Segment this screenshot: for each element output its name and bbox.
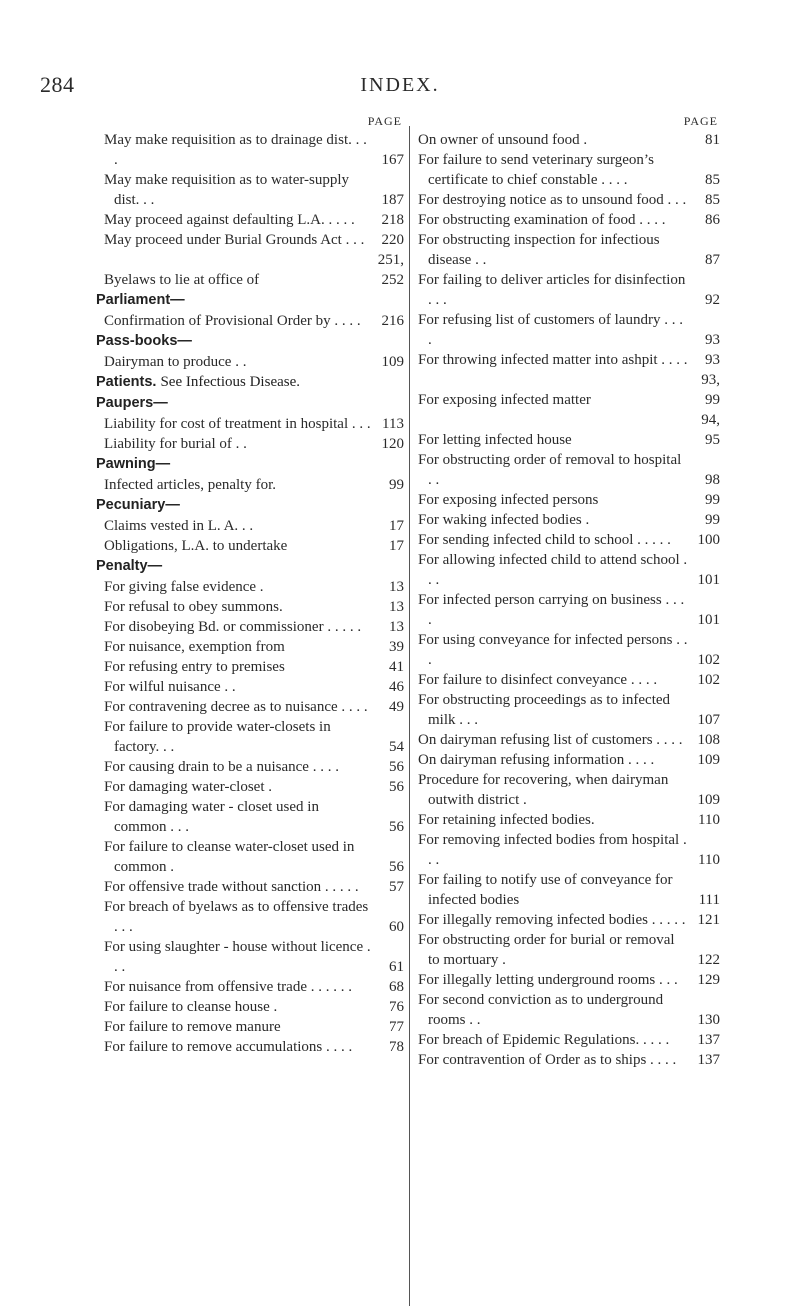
- entry-text: Obligations, L.A. to undertake: [104, 538, 288, 554]
- entry-page: 109: [697, 792, 720, 808]
- index-heading: [96, 331, 404, 352]
- entry-text: For failure to cleanse house .: [104, 999, 278, 1015]
- index-entry: [418, 190, 720, 210]
- page-number: 284: [40, 72, 75, 97]
- entry-text: On dairyman refusing information . . . .: [418, 752, 655, 768]
- index-entry: [418, 530, 720, 550]
- index-entry: [96, 311, 404, 331]
- index-entry: [418, 550, 720, 590]
- heading-text: Pass-books—: [96, 333, 192, 349]
- entry-page: 101: [697, 612, 720, 628]
- entry-page: 17: [389, 538, 404, 554]
- index-entry: [96, 697, 404, 717]
- entry-page: 85: [705, 172, 720, 188]
- entry-text: For using conveyance for infected persons . . .: [418, 632, 688, 668]
- entry-page: 87: [705, 252, 720, 268]
- index-entry: [418, 130, 720, 150]
- entry-page: 86: [705, 212, 720, 228]
- entry-text: For failure to disinfect conveyance . . . .: [418, 672, 658, 688]
- index-entry: [96, 937, 404, 977]
- index-entry: [418, 1030, 720, 1050]
- entry-page: 113: [382, 416, 404, 432]
- entry-text: For wilful nuisance . .: [104, 679, 236, 695]
- right-entries: [418, 130, 720, 1070]
- index-entry: [96, 577, 404, 597]
- entry-page: 111: [698, 892, 720, 908]
- index-entry: [96, 757, 404, 777]
- entry-text: For illegally removing infected bodies . . . . .: [418, 912, 686, 928]
- entry-text: Liability for cost of treatment in hospital . . .: [104, 416, 371, 432]
- index-entry: [418, 870, 720, 910]
- entry-text: For illegally letting underground rooms . . .: [418, 972, 678, 988]
- column-heading-left: PAGE: [367, 114, 402, 128]
- right-column: [418, 112, 720, 1070]
- entry-text: For retaining infected bodies.: [418, 812, 595, 828]
- entry-page: 92: [705, 292, 720, 308]
- entry-page: 218: [381, 212, 404, 228]
- index-heading: [96, 393, 404, 414]
- entry-text: For using slaughter - house without licence . . .: [104, 939, 371, 975]
- index-entry: [96, 617, 404, 637]
- entry-text: For removing infected bodies from hospital . . .: [418, 832, 687, 868]
- entry-text: Liability for burial of . .: [104, 436, 247, 452]
- entry-page: 93: [705, 332, 720, 348]
- entry-text: For contravention of Order as to ships . . . .: [418, 1052, 677, 1068]
- index-entry: [418, 810, 720, 830]
- entry-text: For obstructing inspection for infectious disease . .: [418, 232, 660, 268]
- index-entry: [96, 130, 404, 170]
- entry-page: 78: [389, 1039, 404, 1055]
- entry-text: For obstructing proceedings as to infected milk . . .: [418, 692, 671, 728]
- entry-page: 93: [705, 352, 720, 368]
- entry-text: For failure to provide water-closets in factory. . .: [104, 719, 331, 755]
- index-entry: [418, 630, 720, 670]
- entry-page: 77: [389, 1019, 404, 1035]
- heading-text: Pecuniary—: [96, 497, 180, 513]
- column-divider: [409, 126, 410, 1306]
- entry-text: For disobeying Bd. or commissioner . . . . .: [104, 619, 362, 635]
- entry-page: 130: [697, 1012, 720, 1028]
- entry-page: 187: [381, 192, 404, 208]
- index-entry: [418, 350, 720, 370]
- entry-text: For failure to remove manure: [104, 1019, 281, 1035]
- entry-page: 110: [698, 852, 720, 868]
- index-entry: [96, 657, 404, 677]
- index-entry: [418, 150, 720, 190]
- entry-page: 56: [389, 759, 404, 775]
- entry-text: May proceed under Burial Grounds Act . . .: [104, 232, 365, 248]
- entry-text: Confirmation of Provisional Order by . . . .: [104, 313, 361, 329]
- entry-text: For throwing infected matter into ashpit . . . .: [418, 352, 688, 368]
- index-entry: [96, 1017, 404, 1037]
- index-entry: [418, 510, 720, 530]
- index-entry: [418, 990, 720, 1030]
- entry-text: For breach of Epidemic Regulations. . . . .: [418, 1032, 670, 1048]
- index-entry: [96, 677, 404, 697]
- index-entry: [418, 670, 720, 690]
- entry-text: For failure to cleanse water-closet used in common .: [104, 839, 355, 875]
- index-entry: [96, 777, 404, 797]
- index-entry: [418, 930, 720, 970]
- entry-text: On owner of unsound food .: [418, 132, 588, 148]
- heading-text: Paupers—: [96, 395, 168, 411]
- entry-page: 137: [697, 1032, 720, 1048]
- entry-text: For destroying notice as to unsound food . . .: [418, 192, 687, 208]
- entry-page: 99: [389, 477, 404, 493]
- entry-text: For second conviction as to underground rooms . .: [418, 992, 664, 1028]
- entry-page: 216: [381, 313, 404, 329]
- entry-page: 120: [381, 436, 404, 452]
- index-entry: [96, 797, 404, 837]
- entry-text: For refusal to obey summons.: [104, 599, 283, 615]
- entry-page: 56: [389, 779, 404, 795]
- entry-page: 107: [697, 712, 720, 728]
- index-entry: [96, 414, 404, 434]
- index-entry: [96, 877, 404, 897]
- index-entry: [96, 170, 404, 210]
- index-entry: [418, 590, 720, 630]
- entry-page: 49: [389, 699, 404, 715]
- index-entry: [96, 1037, 404, 1057]
- heading-text: Patients.: [96, 374, 157, 390]
- entry-text: For obstructing order of removal to hospital . .: [418, 452, 682, 488]
- index-entry: [418, 910, 720, 930]
- entry-page: 102: [697, 652, 720, 668]
- index-entry: [418, 770, 720, 810]
- entry-page: 110: [698, 812, 720, 828]
- index-entry: [96, 597, 404, 617]
- entry-text: Byelaws to lie at office of: [104, 272, 260, 288]
- left-entries: [96, 130, 404, 1057]
- entry-page: 68: [389, 979, 404, 995]
- entry-text: On dairyman refusing list of customers . . . .: [418, 732, 683, 748]
- entry-text: Procedure for recovering, when dairyman outwith district .: [418, 772, 669, 808]
- entry-text: For sending infected child to school . . . . .: [418, 532, 671, 548]
- entry-page: 99: [705, 512, 720, 528]
- heading-text: Penalty—: [96, 558, 163, 574]
- index-heading: [96, 495, 404, 516]
- entry-text: For exposing infected persons: [418, 492, 599, 508]
- index-entry: [96, 210, 404, 230]
- entry-text: For damaging water - closet used in common . . .: [104, 799, 319, 835]
- entry-page: 57: [389, 879, 404, 895]
- index-entry: [418, 830, 720, 870]
- entry-text: For failing to notify use of conveyance for infected bodies: [418, 872, 673, 908]
- entry-page: 13: [389, 599, 404, 615]
- index-entry: [418, 970, 720, 990]
- entry-page: 61: [389, 959, 404, 975]
- entry-text: For letting infected house: [418, 432, 572, 448]
- entry-page: 109: [697, 752, 720, 768]
- index-entry: [96, 434, 404, 454]
- entry-text: For nuisance from offensive trade . . . . . .: [104, 979, 352, 995]
- entry-page: 137: [697, 1052, 720, 1068]
- entry-page: 13: [389, 619, 404, 635]
- index-entry: [96, 536, 404, 556]
- index-entry: [96, 997, 404, 1017]
- index-entry: [418, 370, 720, 410]
- entry-text: For breach of byelaws as to offensive trades . . .: [104, 899, 369, 935]
- index-heading: [96, 290, 404, 311]
- entry-page: 93, 99: [701, 372, 720, 408]
- index-entry: [96, 352, 404, 372]
- entry-text: For exposing infected matter: [418, 392, 591, 408]
- index-entry: [96, 837, 404, 877]
- entry-page: 56: [389, 859, 404, 875]
- column-heading-right: PAGE: [683, 114, 718, 128]
- entry-page: 100: [697, 532, 720, 548]
- entry-page: 99: [705, 492, 720, 508]
- entry-page: 85: [705, 192, 720, 208]
- index-entry: [96, 250, 404, 290]
- entry-text: For refusing entry to premises: [104, 659, 285, 675]
- index-entry: [96, 977, 404, 997]
- left-column: [96, 112, 404, 1057]
- index-entry: [96, 516, 404, 536]
- index-entry: [418, 210, 720, 230]
- index-entry: [418, 490, 720, 510]
- page-header: [0, 72, 800, 96]
- entry-page: 129: [697, 972, 720, 988]
- entry-page: 13: [389, 579, 404, 595]
- entry-page: 220: [381, 232, 404, 248]
- entry-text: For allowing infected child to attend school . . .: [418, 552, 688, 588]
- entry-text: For failing to deliver articles for disinfection . . .: [418, 272, 686, 308]
- entry-text: For failure to remove accumulations . . . .: [104, 1039, 353, 1055]
- entry-text: For failure to send veterinary surgeon’s certificate to chief constable . . . .: [418, 152, 654, 188]
- entry-page: 41: [389, 659, 404, 675]
- index-entry: [96, 475, 404, 495]
- entry-text: For waking infected bodies .: [418, 512, 590, 528]
- entry-text: For nuisance, exemption from: [104, 639, 285, 655]
- index-entry: [96, 897, 404, 937]
- entry-page: 102: [697, 672, 720, 688]
- heading-text: Pawning—: [96, 456, 171, 472]
- entry-page: 251, 252: [377, 252, 404, 288]
- entry-text: For damaging water-closet .: [104, 779, 272, 795]
- entry-page: 121: [697, 912, 720, 928]
- entry-page: 17: [389, 518, 404, 534]
- entry-page: 122: [697, 952, 720, 968]
- entry-page: 54: [389, 739, 404, 755]
- index-entry: [96, 717, 404, 757]
- entry-page: 46: [389, 679, 404, 695]
- entry-text: For refusing list of customers of laundry . . . .: [418, 312, 683, 348]
- entry-page: 109: [381, 354, 404, 370]
- cross-reference: See Infectious Disease.: [160, 374, 301, 390]
- entry-text: For giving false evidence .: [104, 579, 264, 595]
- entry-page: 39: [389, 639, 404, 655]
- entry-text: For causing drain to be a nuisance . . . .: [104, 759, 339, 775]
- index-entry: [418, 730, 720, 750]
- entry-text: For contravening decree as to nuisance . . . .: [104, 699, 368, 715]
- index-entry: [418, 1050, 720, 1070]
- entry-text: Infected articles, penalty for.: [104, 477, 277, 493]
- entry-page: 81: [705, 132, 720, 148]
- entry-page: 94, 95: [701, 412, 720, 448]
- entry-text: Dairyman to produce . .: [104, 354, 247, 370]
- entry-text: May proceed against defaulting L.A. . . . .: [104, 212, 355, 228]
- entry-text: Claims vested in L. A. . .: [104, 518, 254, 534]
- index-heading: [96, 372, 404, 393]
- entry-text: For infected person carrying on business . . . .: [418, 592, 685, 628]
- heading-text: Parliament—: [96, 292, 185, 308]
- index-entry: [96, 230, 404, 250]
- entry-page: 56: [389, 819, 404, 835]
- entry-page: 167: [381, 152, 404, 168]
- entry-text: May make requisition as to drainage dist. . . .: [104, 132, 367, 168]
- entry-page: 76: [389, 999, 404, 1015]
- entry-text: For obstructing order for burial or removal to mortuary .: [418, 932, 675, 968]
- index-heading: [96, 454, 404, 475]
- index-entry: [418, 310, 720, 350]
- entry-page: 108: [697, 732, 720, 748]
- entry-text: For offensive trade without sanction . . . . .: [104, 879, 359, 895]
- index-entry: [418, 230, 720, 270]
- entry-page: 60: [389, 919, 404, 935]
- page-title: INDEX.: [360, 74, 440, 96]
- entry-page: 98: [705, 472, 720, 488]
- entry-text: May make requisition as to water-supply dist. . .: [104, 172, 350, 208]
- index-entry: [418, 270, 720, 310]
- index-entry: [418, 450, 720, 490]
- index-entry: [96, 637, 404, 657]
- index-entry: [418, 690, 720, 730]
- entry-text: For obstructing examination of food . . . .: [418, 212, 666, 228]
- index-entry: [418, 750, 720, 770]
- index-entry: [418, 410, 720, 450]
- index-heading: [96, 556, 404, 577]
- entry-page: 101: [697, 572, 720, 588]
